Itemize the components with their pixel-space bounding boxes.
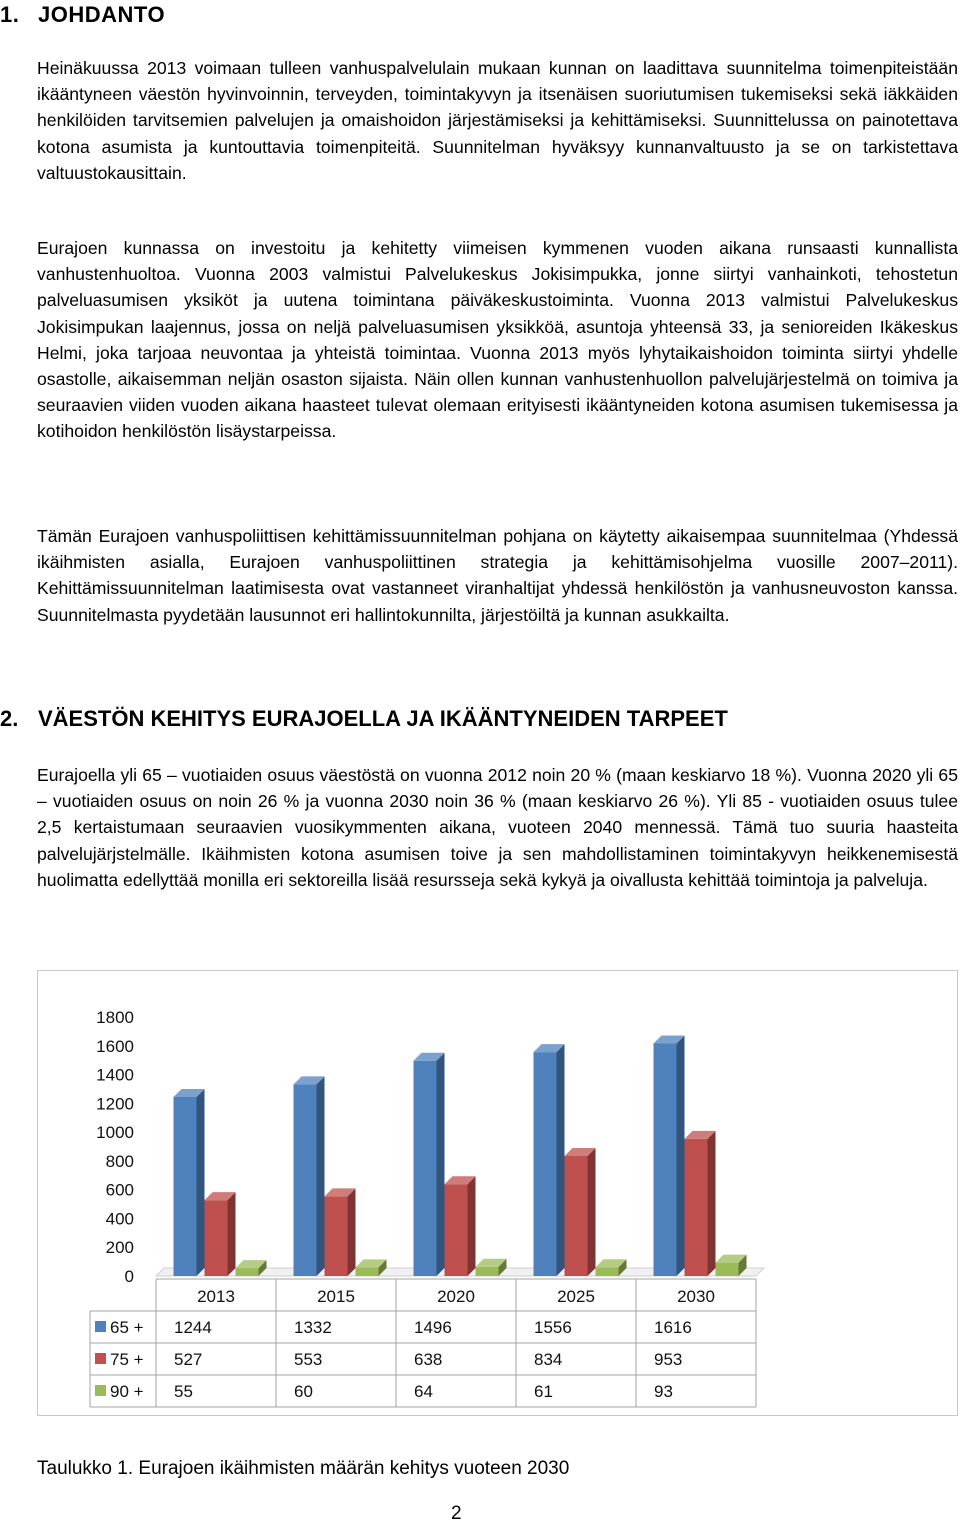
section-1-title: JOHDANTO [38,2,166,27]
section-1-paragraph-1: Heinäkuussa 2013 voimaan tulleen vanhuspalvelulain mukaan kunnan on laadittava suunnitelma toimenpiteistään ikääntyneen väestön hyvinvoinnin, terveyden, toimintakyvyn ja itsenäisen suoriutumisen tukemiseksi sekä iäkkäiden henkilöiden tarvitsemien palvelujen ja omaishoidon järjestämiseksi ja kehittämiseksi. Suunnittelussa on painotettava kotona asumista ja kuntouttavia toimenpiteitä. Suunnitelman hyväksyy kunnanvaltuusto ja se on tarkistettava valtuustokausittain. [37,58,958,183]
bar-side [437,1053,445,1276]
bar-front [534,1052,557,1276]
data-table-value: 1616 [654,1318,692,1337]
legend-label: 65 + [110,1318,144,1337]
population-chart [37,970,958,1416]
chart-canvas [38,971,957,1415]
section-2-title: VÄESTÖN KEHITYS EURAJOELLA JA IKÄÄNTYNEIDEN TARPEET [38,706,728,731]
legend-key [95,1353,106,1364]
y-tick-label: 200 [105,1238,134,1258]
bar-front [236,1268,259,1276]
data-table-value: 638 [414,1350,443,1369]
bar-front [596,1267,619,1276]
data-table-value: 834 [534,1350,563,1369]
y-tick-label: 1800 [96,1008,134,1027]
bar-front [356,1267,379,1276]
data-table-value: 527 [174,1350,203,1369]
table-caption: Taulukko 1. Eurajoen ikäihmisten määrän kehitys vuoteen 2030 [37,1458,570,1479]
y-tick-label: 1400 [96,1065,134,1085]
bar-front [174,1097,197,1276]
bar-side [468,1176,476,1276]
data-table-value: 93 [654,1382,673,1401]
x-category-label: 2025 [557,1287,595,1306]
bar-side [708,1131,716,1276]
x-category-label: 2013 [197,1287,235,1306]
bar-front [294,1084,317,1276]
bar-front [476,1267,499,1276]
data-table-value: 953 [654,1350,683,1369]
section-2-heading [0,706,728,732]
section-2-paragraph-1: Eurajoella yli 65 – vuotiaiden osuus väestöstä on vuonna 2012 noin 20 % (maan keskiarvo 18 %). Vuonna 2020 yli 65 – vuotiaiden osuus on noin 26 % ja vuonna 2030 noin 36 % (maan keskiarvo 26 %). Yli 85 - vuotiaiden osuus tulee 2,5 kertaistumaan seuraavien vuosikymmenten aikana, vuoteen 2040 mennessä. Tämä tuo suuria haasteita palvelujärjstelmälle. Ikäihmisten kotona asumisen toive ja sen mahdollistaminen toimintakyvyn heikkenemisestä huolimatta edellyttää monilla eri sektoreilla lisää resursseja sekä kykyä ja oivallusta kehittää toimintoja ja palveluja. [37,765,958,890]
bar-front [445,1184,468,1276]
legend-label: 75 + [110,1350,144,1369]
x-category-label: 2015 [317,1287,355,1306]
section-1-paragraph-3: Tämän Eurajoen vanhuspoliittisen kehittämissuunnitelman pohjana on käytetty aikaisempaa suunnitelmaa (Yhdessä ikäihmisten asialla, Eurajoen vanhuspoliittinen strategia ja kehittämisohjelma vuosille 2007–2011). Kehittämissuunnitelman laatimisesta ovat vastanneet viranhaltijat yhdessä henkilöstön ja vanhusneuvoston kanssa. Suunnitelmasta pyydetään lausunnot eri hallintokunnilta, järjestöiltä ja kunnan asukkailta. [37,526,958,625]
data-table-value: 60 [294,1382,313,1401]
section-2-number: 2. [0,706,19,731]
section-1-paragraph-2: Eurajoen kunnassa on investoitu ja kehitetty viimeisen kymmenen vuoden aikana runsaasti kunnallista vanhustenhuoltoa. Vuonna 2003 valmistui Palvelukeskus Jokisimpukka, jonne siirtyi vanhainkoti, tehostetun palveluasumisen yksiköt ja uutena toimintana päiväkeskustoiminta. Vuonna 2013 valmistui Palvelukeskus Jokisimpukan laajennus, jossa on neljä palveluasumisen yksikköä, asuntoja yhteensä 33, ja senioreiden Ikäkeskus Helmi, joka tarjoaa neuvontaa ja yhteistä toimintaa. Vuonna 2013 myös lyhytaikaishoidon toiminta siirtyi yhdelle osastolle, aikaisemman neljän osaston sijaista. Näin ollen kunnan vanhustenhuollon palvelujärjestelmä on toimiva ja seuraavien viiden vuoden aikana haasteet tulevat olemaan erityisesti ikääntyneiden kotona asumisen tukemisessa ja kotihoidon henkilöstön lisäystarpeissa. [37,238,958,442]
section-1-heading [0,2,165,28]
bar-front [654,1043,677,1276]
bar-side [228,1192,236,1276]
y-tick-label: 0 [124,1267,134,1286]
data-table-value: 1496 [414,1318,452,1337]
bar-front [414,1061,437,1276]
page-number: 2 [451,1503,462,1524]
bar-side [557,1044,565,1276]
y-tick-label: 400 [105,1209,134,1229]
y-tick-label: 1600 [96,1036,134,1056]
section-1-number: 1. [0,2,20,27]
y-tick-label: 800 [105,1151,134,1171]
data-table-value: 64 [414,1382,433,1401]
x-category-label: 2030 [677,1287,715,1306]
legend-key [95,1321,106,1332]
data-table-value: 1332 [294,1318,332,1337]
x-category-label: 2020 [437,1287,475,1306]
y-tick-label: 1000 [96,1123,134,1143]
data-table-value: 1556 [534,1318,572,1337]
y-tick-label: 1200 [96,1094,134,1114]
bar-side [348,1188,356,1276]
bar-front [325,1196,348,1276]
data-table-value: 61 [534,1382,553,1401]
bar-front [685,1139,708,1276]
bar-front [716,1263,739,1276]
data-table-value: 1244 [174,1318,212,1337]
bar-side [317,1076,325,1276]
y-tick-label: 600 [105,1180,134,1200]
bar-front [205,1200,228,1276]
bar-side [588,1148,596,1276]
bar-side [677,1035,685,1276]
data-table-value: 55 [174,1382,193,1401]
legend-label: 90 + [110,1382,144,1401]
legend-key [95,1385,106,1396]
bar-front [565,1156,588,1276]
bar-side [197,1089,205,1276]
data-table-value: 553 [294,1350,323,1369]
